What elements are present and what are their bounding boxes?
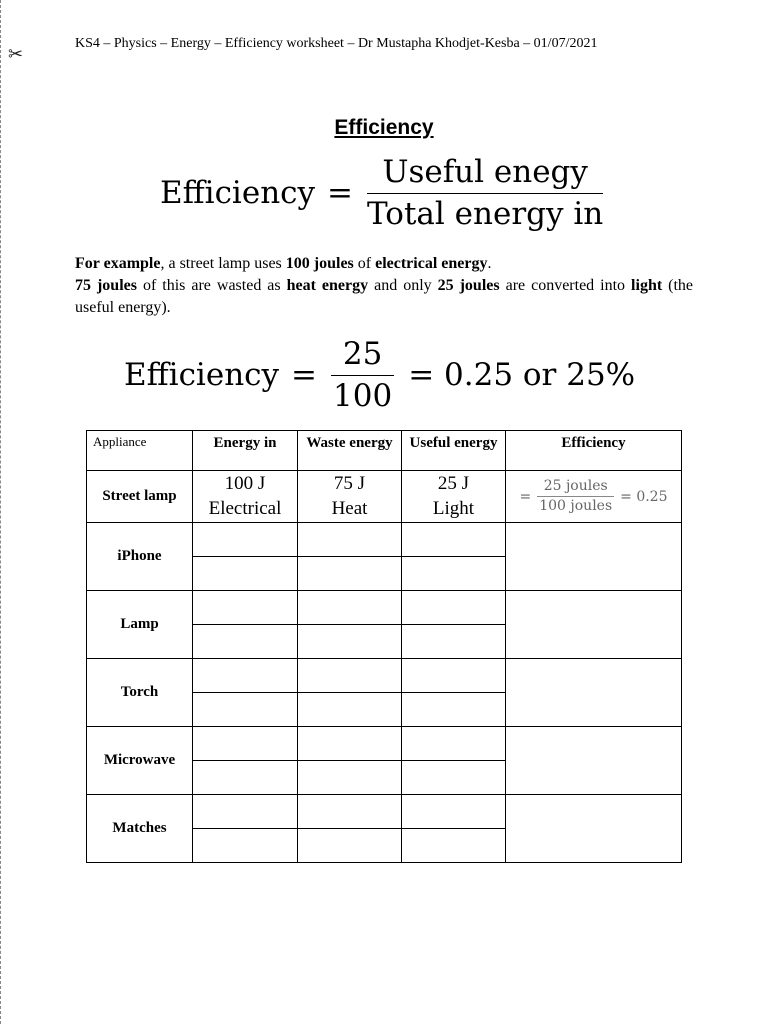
table-row xyxy=(87,659,682,693)
example-text: are converted into xyxy=(499,277,632,294)
efficiency-input[interactable] xyxy=(506,659,682,727)
worked-lhs: Efficiency xyxy=(124,357,280,394)
waste-energy-input[interactable] xyxy=(298,591,402,625)
useful-type-input[interactable] xyxy=(402,693,506,727)
header-useful-energy: Useful energy xyxy=(402,431,506,471)
example-paragraph xyxy=(75,253,693,319)
example-text: (the useful energy). xyxy=(75,277,694,316)
table-row xyxy=(87,795,682,829)
energy-in-type-input[interactable] xyxy=(193,693,298,727)
useful-energy-input[interactable] xyxy=(402,591,506,625)
scissors-icon: ✂ xyxy=(8,44,24,65)
example-line-1 xyxy=(75,253,693,275)
worked-example-formula xyxy=(124,338,635,412)
waste-value: 75 J xyxy=(298,471,402,497)
example-text: and only xyxy=(368,277,438,294)
energy-in-value: 100 J xyxy=(193,471,298,497)
header-efficiency: Efficiency xyxy=(506,431,682,471)
calc-fraction xyxy=(537,478,614,515)
useful-energy-input[interactable] xyxy=(402,523,506,557)
waste-energy-input[interactable] xyxy=(298,795,402,829)
page-title: Efficiency xyxy=(334,116,434,139)
worksheet-header: KS4 – Physics – Energy – Efficiency worksheet – Dr Mustapha Khodjet-Kesba – 01/07/2021 xyxy=(75,36,598,51)
example-text: . xyxy=(487,255,492,272)
efficiency-input[interactable] xyxy=(506,727,682,795)
waste-energy-input[interactable] xyxy=(298,727,402,761)
example-text: 75 joules xyxy=(75,277,137,294)
energy-in-input[interactable] xyxy=(193,795,298,829)
useful-type-input[interactable] xyxy=(402,829,506,863)
header-energy-in: Energy in xyxy=(193,431,298,471)
appliance-name: Street lamp xyxy=(87,471,193,523)
header-appliance: Appliance xyxy=(87,431,193,471)
energy-in-input[interactable] xyxy=(193,727,298,761)
useful-energy-input[interactable] xyxy=(402,659,506,693)
example-text: heat energy xyxy=(286,277,369,294)
energy-in-input[interactable] xyxy=(193,591,298,625)
table-row xyxy=(87,591,682,625)
worked-fraction xyxy=(331,338,394,412)
useful-type-input[interactable] xyxy=(402,625,506,659)
example-text: electrical energy xyxy=(375,255,488,272)
useful-value: 25 J xyxy=(402,471,506,497)
worked-denominator: 100 xyxy=(333,377,393,414)
energy-in-type: Electrical xyxy=(193,497,298,523)
example-line-2 xyxy=(75,275,693,319)
example-text: 25 joules xyxy=(437,277,500,294)
example-text: light xyxy=(631,277,663,294)
waste-energy-input[interactable] xyxy=(298,659,402,693)
formula-denominator: Total energy in xyxy=(367,195,604,232)
useful-type-input[interactable] xyxy=(402,761,506,795)
appliance-name: Torch xyxy=(87,659,193,727)
energy-in-type-input[interactable] xyxy=(193,829,298,863)
efficiency-input[interactable] xyxy=(506,591,682,659)
energy-in-input[interactable] xyxy=(193,659,298,693)
table-header-row xyxy=(87,431,682,471)
cut-line xyxy=(0,0,1,1024)
appliance-name: iPhone xyxy=(87,523,193,591)
calc-equals: = xyxy=(519,488,532,505)
efficiency-input[interactable] xyxy=(506,795,682,863)
example-text: of xyxy=(353,255,376,272)
formula-fraction xyxy=(367,156,603,230)
energy-in-type-input[interactable] xyxy=(193,625,298,659)
efficiency-calculation xyxy=(506,478,681,515)
formula-equals: = xyxy=(327,175,354,212)
calc-numerator: 25 joules xyxy=(543,478,608,494)
waste-type-input[interactable] xyxy=(298,693,402,727)
waste-type-input[interactable] xyxy=(298,557,402,591)
example-text: 100 joules xyxy=(285,255,354,272)
appliance-name: Microwave xyxy=(87,727,193,795)
example-text: , a street lamp uses xyxy=(160,255,286,272)
waste-type-input[interactable] xyxy=(298,761,402,795)
header-waste-energy: Waste energy xyxy=(298,431,402,471)
appliance-name: Matches xyxy=(87,795,193,863)
energy-in-type-input[interactable] xyxy=(193,761,298,795)
energy-in-input[interactable] xyxy=(193,523,298,557)
waste-type-input[interactable] xyxy=(298,829,402,863)
efficiency-table xyxy=(86,430,682,863)
efficiency-formula xyxy=(160,156,603,230)
worked-result: = 0.25 or 25% xyxy=(408,357,636,394)
efficiency-cell xyxy=(506,471,682,523)
waste-type-input[interactable] xyxy=(298,625,402,659)
example-text: of this are wasted as xyxy=(136,277,287,294)
table-row xyxy=(87,471,682,497)
calc-denominator: 100 joules xyxy=(539,498,613,514)
formula-lhs: Efficiency xyxy=(160,175,316,212)
table-row xyxy=(87,727,682,761)
table-row xyxy=(87,523,682,557)
worked-numerator: 25 xyxy=(342,336,383,372)
useful-type: Light xyxy=(402,497,506,523)
formula-numerator: Useful enegy xyxy=(382,154,588,190)
waste-type: Heat xyxy=(298,497,402,523)
useful-energy-input[interactable] xyxy=(402,727,506,761)
useful-type-input[interactable] xyxy=(402,557,506,591)
waste-energy-input[interactable] xyxy=(298,523,402,557)
efficiency-input[interactable] xyxy=(506,523,682,591)
energy-in-type-input[interactable] xyxy=(193,557,298,591)
appliance-name: Lamp xyxy=(87,591,193,659)
example-text: For example xyxy=(75,255,161,272)
worked-equals: = xyxy=(291,357,318,394)
calc-result: = 0.25 xyxy=(620,488,668,505)
useful-energy-input[interactable] xyxy=(402,795,506,829)
